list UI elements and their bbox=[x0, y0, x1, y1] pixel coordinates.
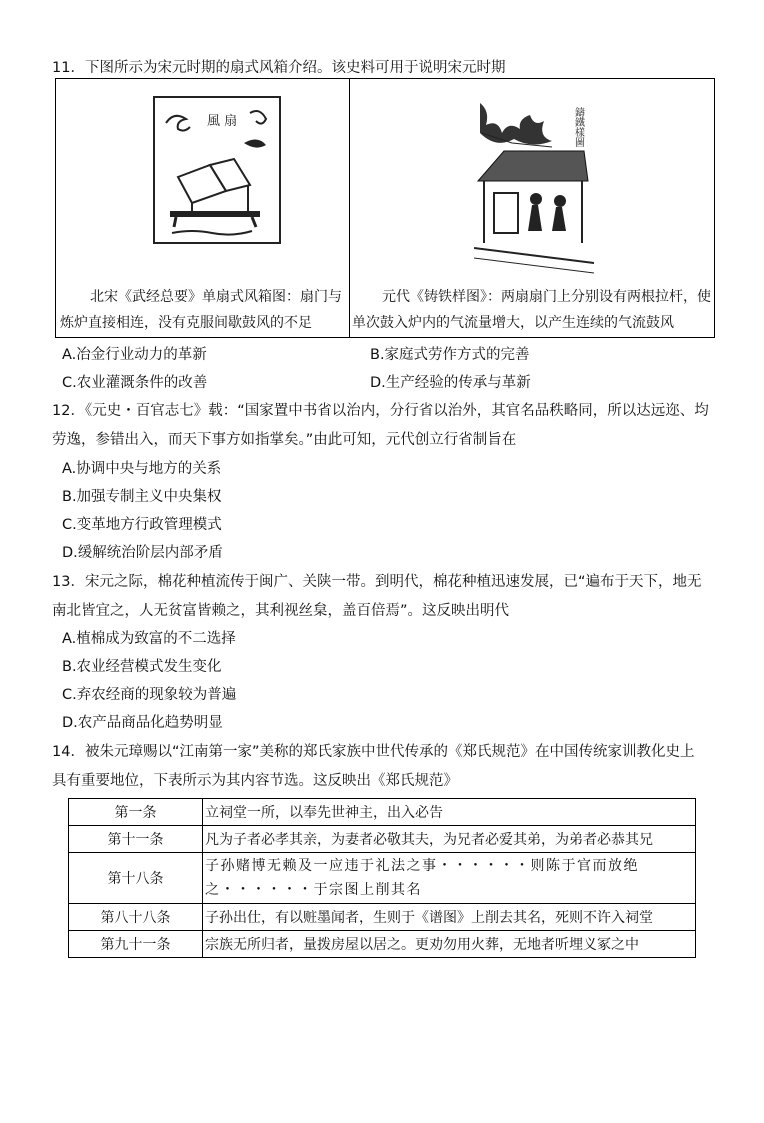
q13-option-d[interactable]: D.农产品商品化趋势明显 bbox=[62, 715, 223, 731]
left-cell bbox=[56, 79, 349, 337]
q12-option-a[interactable]: A.协调中央与地方的关系 bbox=[62, 461, 222, 477]
q11-option-b[interactable]: B.家庭式劳作方式的完善 bbox=[370, 347, 530, 363]
table-row bbox=[69, 826, 696, 853]
zheng-rules-table bbox=[68, 798, 696, 958]
content-cell: 子孙出仕，有以赃墨闻者，生则于《谱图》上削去其名，死则不许入祠堂 bbox=[203, 904, 696, 931]
q12-option-b[interactable]: B.加强专制主义中央集权 bbox=[62, 489, 222, 505]
table-row bbox=[69, 799, 696, 826]
q11-stem: 11．下图所示为宋元时期的扇式风箱介绍。该史料可用于说明宋元时期 bbox=[52, 60, 506, 76]
q13-option-b[interactable]: B.农业经营模式发生变化 bbox=[62, 659, 222, 675]
q12-option-d[interactable]: D.缓解统治阶层内部矛盾 bbox=[62, 545, 223, 561]
q14-stem-line1: 14．被朱元璋赐以“江南第一家”美称的郑氏家族中世代传承的《郑氏规范》在中国传统家训教化史上 bbox=[52, 744, 695, 760]
left-caption: 北宋《武经总要》单扇式风箱图：扇门与炼炉直接相连，没有克服间歇鼓风的不足 bbox=[60, 289, 342, 331]
q12-option-c[interactable]: C.变革地方行政管理模式 bbox=[62, 517, 222, 533]
right-cell bbox=[350, 79, 714, 337]
iron-casting-illustration bbox=[474, 93, 594, 278]
casting-label: 鑄鐵樣圖 bbox=[572, 107, 584, 147]
content-cell: 凡为子者必孝其亲，为妻者必敬其夫，为兄者必爱其弟，为弟者必恭其兄 bbox=[203, 826, 696, 853]
article-cell: 第十一条 bbox=[69, 826, 203, 853]
bellows-illustration bbox=[152, 95, 282, 245]
q11-option-c[interactable]: C.农业灌溉条件的改善 bbox=[62, 375, 208, 391]
q11-image-table bbox=[55, 78, 715, 338]
q13-stem-line2: 南北皆宜之，人无贫富皆赖之，其利视丝枲，盖百倍焉”。这反映出明代 bbox=[52, 603, 510, 619]
content-cell: 宗族无所归者，量拨房屋以居之。更劝勿用火葬，无地者听埋义冢之中 bbox=[203, 931, 696, 958]
content-cell: 子孙赌博无赖及一应违于礼法之事・・・・・・则陈于官而放绝之・・・・・・于宗图上削其名 bbox=[203, 853, 696, 904]
table-row bbox=[69, 904, 696, 931]
q11-option-a[interactable]: A.冶金行业动力的革新 bbox=[62, 347, 207, 363]
bellows-label: 風 扇 bbox=[207, 114, 238, 129]
q11-option-d[interactable]: D.生产经验的传承与革新 bbox=[370, 375, 531, 391]
q12-stem-line2: 劳逸，参错出入，而天下事方如指掌矣。”由此可知，元代创立行省制旨在 bbox=[52, 432, 517, 448]
article-cell: 第一条 bbox=[69, 799, 203, 826]
right-caption: 元代《铸铁样图》：两扇扇门上分别设有两根拉杆，使单次鼓入炉内的气流量增大，以产生连续的气流鼓风 bbox=[352, 289, 711, 331]
content-cell: 立祠堂一所，以奉先世神主，出入必告 bbox=[203, 799, 696, 826]
q13-stem-line1: 13．宋元之际，棉花种植流传于闽广、关陕一带。到明代，棉花种植迅速发展，已“遍布于天下，地无 bbox=[52, 574, 702, 590]
q13-option-a[interactable]: A.植棉成为致富的不二选择 bbox=[62, 631, 236, 647]
q14-stem-line2: 具有重要地位，下表所示为其内容节选。这反映出《郑氏规范》 bbox=[52, 773, 458, 789]
article-cell: 第九十一条 bbox=[69, 931, 203, 958]
article-cell: 第十八条 bbox=[69, 853, 203, 904]
q12-stem-line1: 12．《元史・百官志七》载：“国家置中书省以治内，分行省以治外，其官名品秩略同，所以达远迩、均 bbox=[52, 403, 709, 419]
q13-option-c[interactable]: C.弃农经商的现象较为普遍 bbox=[62, 687, 237, 703]
table-row bbox=[69, 853, 696, 904]
article-cell: 第八十八条 bbox=[69, 904, 203, 931]
table-row bbox=[69, 931, 696, 958]
